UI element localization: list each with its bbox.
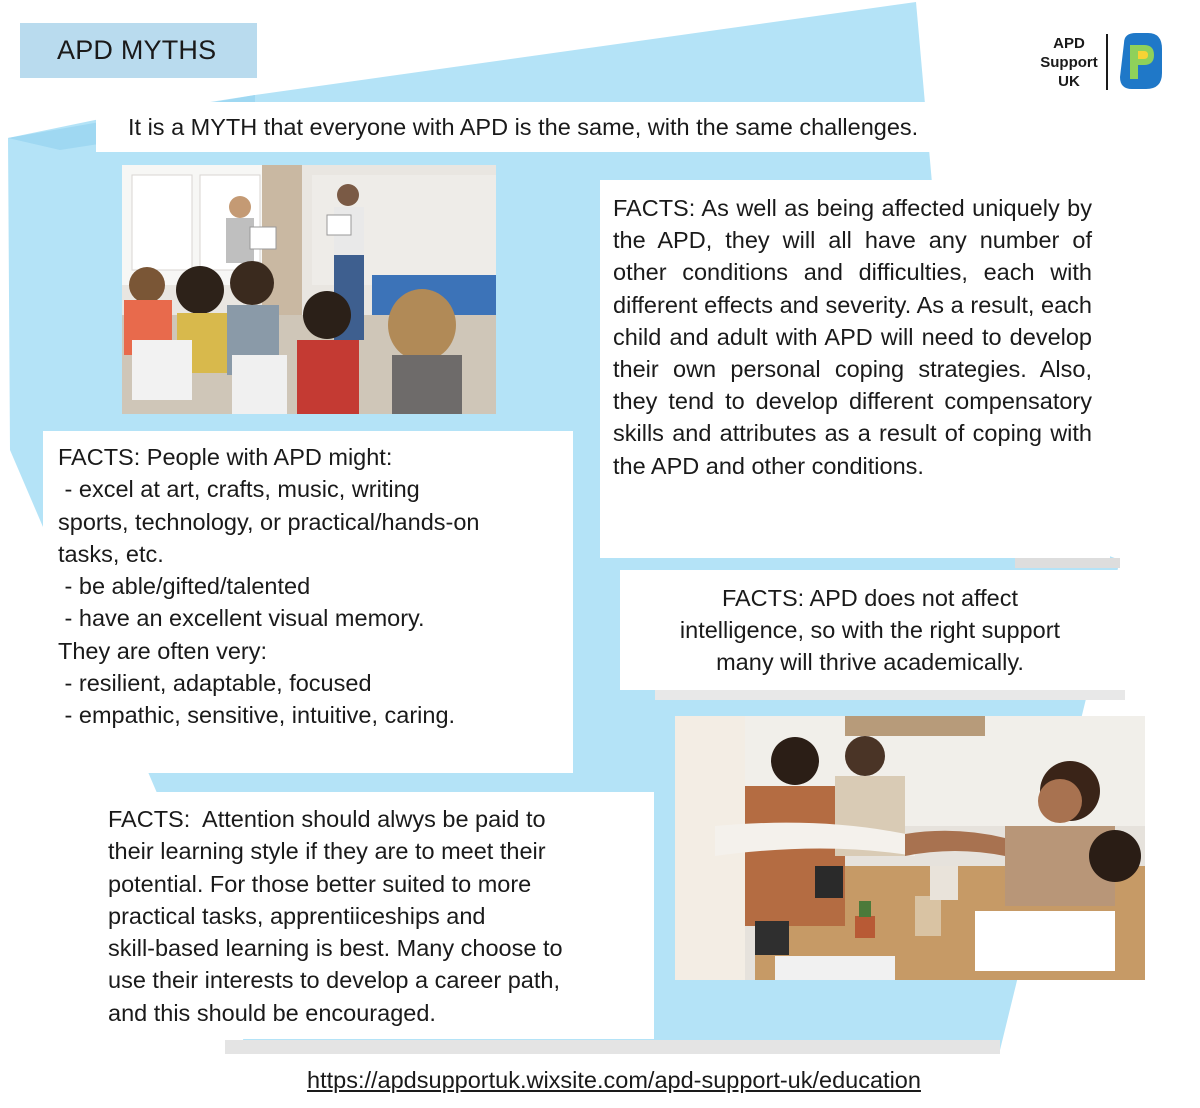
facts-strengths-line: tasks, etc.	[58, 540, 164, 567]
facts-unique-text: FACTS: As well as being affected uniquely by the APD, they will all have any number of other conditions and difficulties, each with different effects and severity. As a result, each child and adult with APD will need to develop their own personal coping strategies. Also, they tend to develop different compensatory skills and attributes as a result of coping with the APD and other conditions.	[613, 195, 1092, 479]
facts-learning-line: practical tasks, apprentiiceships and	[108, 902, 486, 929]
page-title: APD MYTHS	[20, 23, 257, 78]
facts-learning-line: potential. For those better suited to more	[108, 870, 532, 897]
logo-divider	[1106, 34, 1108, 90]
facts-learning-line: skill-based learning is best. Many choose to	[108, 935, 563, 962]
brand-logo	[1025, 28, 1175, 94]
facts-strengths-line: They are often very:	[58, 637, 267, 664]
facts-unique-box	[600, 180, 1110, 558]
facts-intelligence-box	[620, 570, 1120, 690]
shadow-strip	[1015, 558, 1120, 568]
facts-strengths-line: - excel at art, crafts, music, writing	[58, 476, 420, 503]
facts-strengths-line: - empathic, sensitive, intuitive, caring.	[58, 702, 456, 729]
website-link[interactable]: https://apdsupportuk.wixsite.com/apd-support-uk/education	[307, 1067, 921, 1093]
logo-text	[1025, 34, 1113, 91]
facts-learning-line: use their interests to develop a career path,	[108, 967, 560, 994]
facts-learning-line: their learning style if they are to meet their	[108, 838, 546, 865]
shadow-strip	[225, 1040, 1000, 1054]
facts-intelligence-line: many will thrive academically.	[716, 649, 1024, 676]
facts-strengths-line: - resilient, adaptable, focused	[58, 670, 372, 697]
facts-strengths-box	[43, 431, 573, 773]
facts-learning-box	[96, 792, 654, 1039]
logo-line: Support	[1040, 54, 1098, 71]
classroom-photo	[122, 165, 496, 414]
facts-strengths-line: sports, technology, or practical/hands-on	[58, 508, 480, 535]
shadow-strip	[655, 690, 1125, 700]
facts-intelligence-line: FACTS: APD does not affect	[721, 585, 1019, 611]
facts-learning-line: and this should be encouraged.	[108, 999, 436, 1026]
facts-intelligence-line: intelligence, so with the right support	[679, 617, 1061, 644]
logo-line: UK	[1058, 73, 1080, 90]
facts-learning-line: FACTS: Attention should alwys be paid to	[108, 806, 546, 832]
facts-strengths-line: - have an excellent visual memory.	[58, 605, 425, 632]
myth-statement: It is a MYTH that everyone with APD is the same, with the same challenges.	[96, 102, 1065, 152]
meeting-photo	[675, 716, 1145, 980]
facts-strengths-line: FACTS: People with APD might:	[58, 444, 393, 470]
apd-support-uk-logo-icon	[1118, 31, 1163, 91]
facts-strengths-line: - be able/gifted/talented	[58, 573, 311, 600]
logo-line: APD	[1053, 35, 1085, 52]
